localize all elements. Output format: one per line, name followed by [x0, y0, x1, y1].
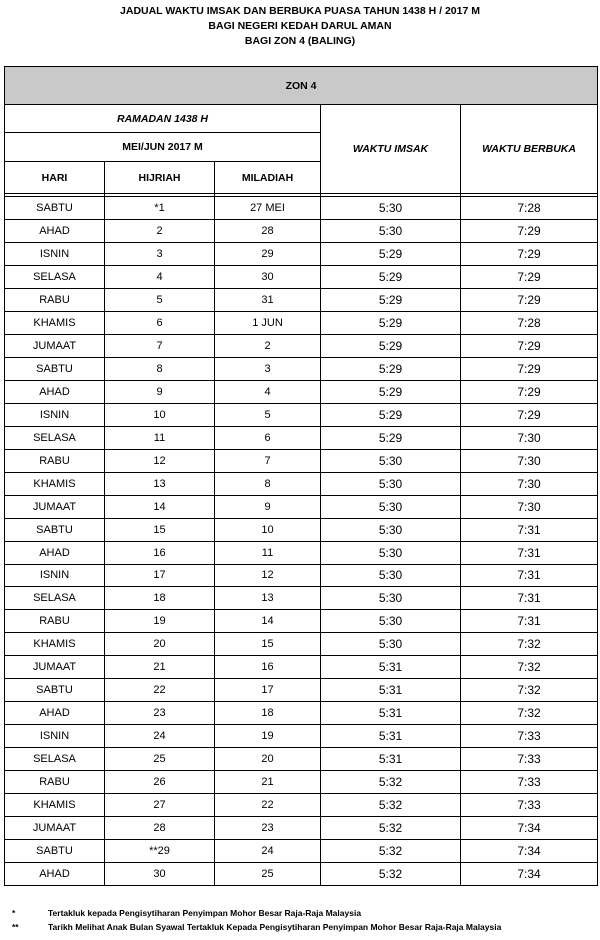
hari-cell: ISNIN	[5, 725, 105, 748]
hijriah-cell: 21	[105, 656, 215, 679]
imsak-cell: 5:30	[321, 541, 461, 564]
berbuka-cell: 7:28	[461, 197, 598, 220]
hijriah-cell: 27	[105, 794, 215, 817]
month-header: MEI/JUN 2017 M	[5, 133, 321, 162]
berbuka-cell: 7:33	[461, 748, 598, 771]
hijriah-cell: **29	[105, 840, 215, 863]
table-row	[5, 541, 598, 564]
table-row	[5, 219, 598, 242]
table-row	[5, 771, 598, 794]
miladiah-cell: 16	[215, 656, 321, 679]
hijriah-cell: 10	[105, 403, 215, 426]
table-row	[5, 357, 598, 380]
hari-cell: RABU	[5, 288, 105, 311]
hari-header: HARI	[5, 162, 105, 194]
hijriah-cell: 2	[105, 219, 215, 242]
table-row	[5, 265, 598, 288]
imsak-cell: 5:29	[321, 334, 461, 357]
berbuka-cell: 7:31	[461, 541, 598, 564]
hari-cell: AHAD	[5, 863, 105, 886]
miladiah-cell: 12	[215, 564, 321, 587]
footnote-1	[12, 906, 597, 920]
table-row	[5, 426, 598, 449]
table-row	[5, 587, 598, 610]
table-row	[5, 702, 598, 725]
hari-cell: SABTU	[5, 679, 105, 702]
hijriah-cell: 25	[105, 748, 215, 771]
imsak-cell: 5:29	[321, 357, 461, 380]
imsak-cell: 5:31	[321, 679, 461, 702]
miladiah-cell: 17	[215, 679, 321, 702]
hari-cell: JUMAAT	[5, 334, 105, 357]
table-row	[5, 564, 598, 587]
hari-cell: JUMAAT	[5, 817, 105, 840]
table-row	[5, 197, 598, 220]
hijriah-cell: 23	[105, 702, 215, 725]
document-title	[0, 4, 600, 49]
imsak-cell: 5:30	[321, 518, 461, 541]
miladiah-cell: 18	[215, 702, 321, 725]
imsak-cell: 5:29	[321, 242, 461, 265]
hijriah-cell: 8	[105, 357, 215, 380]
table-row	[5, 449, 598, 472]
hijriah-cell: 28	[105, 817, 215, 840]
berbuka-header: WAKTU BERBUKA	[461, 105, 598, 194]
hari-cell: RABU	[5, 449, 105, 472]
berbuka-cell: 7:30	[461, 472, 598, 495]
miladiah-header: MILADIAH	[215, 162, 321, 194]
footnote-text: Tarikh Melihat Anak Bulan Syawal Tertakluk Kepada Pengisytiharan Penyimpan Mohor Besar Raja-Raja Malaysia	[48, 922, 502, 932]
imsak-cell: 5:31	[321, 702, 461, 725]
hari-cell: AHAD	[5, 219, 105, 242]
hijriah-cell: 18	[105, 587, 215, 610]
table-row	[5, 518, 598, 541]
imsak-cell: 5:29	[321, 311, 461, 334]
table-row	[5, 380, 598, 403]
hari-cell: AHAD	[5, 541, 105, 564]
hijriah-cell: 12	[105, 449, 215, 472]
table-row	[5, 840, 598, 863]
hari-cell: JUMAAT	[5, 656, 105, 679]
berbuka-cell: 7:32	[461, 702, 598, 725]
miladiah-cell: 11	[215, 541, 321, 564]
table-row	[5, 288, 598, 311]
table-row	[5, 679, 598, 702]
hijriah-cell: 7	[105, 334, 215, 357]
title-line-3: BAGI ZON 4 (BALING)	[244, 35, 356, 47]
table-row	[5, 610, 598, 633]
footnote-2	[12, 920, 597, 934]
hijriah-cell: 11	[105, 426, 215, 449]
berbuka-cell: 7:33	[461, 771, 598, 794]
berbuka-cell: 7:29	[461, 219, 598, 242]
hari-cell: KHAMIS	[5, 794, 105, 817]
hijriah-header: HIJRIAH	[105, 162, 215, 194]
hari-cell: SELASA	[5, 748, 105, 771]
hari-cell: SABTU	[5, 518, 105, 541]
hari-cell: ISNIN	[5, 403, 105, 426]
imsak-cell: 5:30	[321, 564, 461, 587]
miladiah-cell: 13	[215, 587, 321, 610]
berbuka-cell: 7:30	[461, 495, 598, 518]
hijriah-cell: 26	[105, 771, 215, 794]
berbuka-cell: 7:31	[461, 518, 598, 541]
berbuka-cell: 7:29	[461, 242, 598, 265]
hari-cell: RABU	[5, 771, 105, 794]
table-row	[5, 656, 598, 679]
berbuka-cell: 7:34	[461, 840, 598, 863]
miladiah-cell: 15	[215, 633, 321, 656]
hari-cell: ISNIN	[5, 242, 105, 265]
miladiah-cell: 7	[215, 449, 321, 472]
hari-cell: ISNIN	[5, 564, 105, 587]
hijriah-cell: *1	[105, 197, 215, 220]
miladiah-cell: 10	[215, 518, 321, 541]
hijriah-cell: 4	[105, 265, 215, 288]
imsak-cell: 5:32	[321, 817, 461, 840]
hijriah-cell: 14	[105, 495, 215, 518]
miladiah-cell: 6	[215, 426, 321, 449]
miladiah-cell: 5	[215, 403, 321, 426]
hari-cell: RABU	[5, 610, 105, 633]
table-row	[5, 794, 598, 817]
hijriah-cell: 5	[105, 288, 215, 311]
berbuka-cell: 7:31	[461, 610, 598, 633]
miladiah-cell: 29	[215, 242, 321, 265]
hijriah-cell: 30	[105, 863, 215, 886]
imsak-cell: 5:32	[321, 771, 461, 794]
miladiah-cell: 22	[215, 794, 321, 817]
imsak-cell: 5:29	[321, 288, 461, 311]
hari-cell: KHAMIS	[5, 472, 105, 495]
hari-cell: JUMAAT	[5, 495, 105, 518]
miladiah-cell: 31	[215, 288, 321, 311]
table-row	[5, 242, 598, 265]
miladiah-cell: 19	[215, 725, 321, 748]
hijriah-cell: 13	[105, 472, 215, 495]
berbuka-cell: 7:29	[461, 380, 598, 403]
miladiah-cell: 8	[215, 472, 321, 495]
table-row	[5, 334, 598, 357]
berbuka-cell: 7:33	[461, 725, 598, 748]
hijriah-cell: 6	[105, 311, 215, 334]
table-row	[5, 817, 598, 840]
imsak-cell: 5:29	[321, 426, 461, 449]
imsak-cell: 5:30	[321, 495, 461, 518]
hijriah-cell: 20	[105, 633, 215, 656]
table-row	[5, 725, 598, 748]
berbuka-cell: 7:33	[461, 794, 598, 817]
miladiah-cell: 14	[215, 610, 321, 633]
imsak-cell: 5:32	[321, 794, 461, 817]
berbuka-cell: 7:29	[461, 334, 598, 357]
hijriah-cell: 22	[105, 679, 215, 702]
footnotes	[12, 906, 597, 934]
imsak-cell: 5:30	[321, 449, 461, 472]
berbuka-cell: 7:34	[461, 817, 598, 840]
miladiah-cell: 23	[215, 817, 321, 840]
imsak-cell: 5:30	[321, 610, 461, 633]
hari-cell: AHAD	[5, 702, 105, 725]
hari-cell: KHAMIS	[5, 311, 105, 334]
berbuka-cell: 7:30	[461, 449, 598, 472]
table-row	[5, 311, 598, 334]
imsak-cell: 5:30	[321, 219, 461, 242]
miladiah-cell: 24	[215, 840, 321, 863]
title-line-1: JADUAL WAKTU IMSAK DAN BERBUKA PUASA TAHUN 1438 H / 2017 M	[120, 5, 480, 17]
zone-header: ZON 4	[5, 67, 598, 105]
table-row	[5, 495, 598, 518]
footnote-text: Tertakluk kepada Pengisytiharan Penyimpan Mohor Besar Raja-Raja Malaysia	[48, 908, 362, 918]
table-row	[5, 403, 598, 426]
imsak-cell: 5:30	[321, 197, 461, 220]
miladiah-cell: 1 JUN	[215, 311, 321, 334]
hijriah-cell: 9	[105, 380, 215, 403]
berbuka-cell: 7:32	[461, 656, 598, 679]
footnote-mark: *	[12, 908, 16, 918]
berbuka-cell: 7:29	[461, 265, 598, 288]
table-row	[5, 748, 598, 771]
imsak-cell: 5:32	[321, 840, 461, 863]
hijriah-cell: 17	[105, 564, 215, 587]
berbuka-cell: 7:28	[461, 311, 598, 334]
berbuka-cell: 7:29	[461, 403, 598, 426]
hari-cell: SABTU	[5, 840, 105, 863]
hari-cell: SELASA	[5, 587, 105, 610]
footnote-mark: **	[12, 922, 19, 932]
berbuka-cell: 7:34	[461, 863, 598, 886]
table-row	[5, 633, 598, 656]
hari-cell: SELASA	[5, 265, 105, 288]
imsak-cell: 5:29	[321, 403, 461, 426]
miladiah-cell: 4	[215, 380, 321, 403]
berbuka-cell: 7:32	[461, 679, 598, 702]
imsak-cell: 5:30	[321, 633, 461, 656]
berbuka-cell: 7:29	[461, 357, 598, 380]
table-row	[5, 472, 598, 495]
miladiah-cell: 21	[215, 771, 321, 794]
hari-cell: SABTU	[5, 197, 105, 220]
berbuka-cell: 7:30	[461, 426, 598, 449]
berbuka-cell: 7:31	[461, 564, 598, 587]
berbuka-cell: 7:32	[461, 633, 598, 656]
imsak-cell: 5:31	[321, 656, 461, 679]
berbuka-cell: 7:29	[461, 288, 598, 311]
table-row	[5, 863, 598, 886]
hijriah-cell: 19	[105, 610, 215, 633]
miladiah-cell: 27 MEI	[215, 197, 321, 220]
title-line-2: BAGI NEGERI KEDAH DARUL AMAN	[208, 20, 392, 32]
miladiah-cell: 28	[215, 219, 321, 242]
hijriah-cell: 16	[105, 541, 215, 564]
berbuka-cell: 7:31	[461, 587, 598, 610]
schedule-table	[4, 66, 598, 886]
miladiah-cell: 3	[215, 357, 321, 380]
miladiah-cell: 2	[215, 334, 321, 357]
imsak-cell: 5:31	[321, 748, 461, 771]
imsak-cell: 5:30	[321, 587, 461, 610]
imsak-cell: 5:32	[321, 863, 461, 886]
hijriah-cell: 24	[105, 725, 215, 748]
miladiah-cell: 9	[215, 495, 321, 518]
imsak-cell: 5:29	[321, 380, 461, 403]
miladiah-cell: 20	[215, 748, 321, 771]
hari-cell: AHAD	[5, 380, 105, 403]
imsak-cell: 5:29	[321, 265, 461, 288]
imsak-cell: 5:30	[321, 472, 461, 495]
hari-cell: SABTU	[5, 357, 105, 380]
ramadan-header: RAMADAN 1438 H	[5, 105, 321, 133]
miladiah-cell: 30	[215, 265, 321, 288]
imsak-header: WAKTU IMSAK	[321, 105, 461, 194]
hari-cell: KHAMIS	[5, 633, 105, 656]
imsak-cell: 5:31	[321, 725, 461, 748]
hijriah-cell: 3	[105, 242, 215, 265]
miladiah-cell: 25	[215, 863, 321, 886]
hijriah-cell: 15	[105, 518, 215, 541]
hari-cell: SELASA	[5, 426, 105, 449]
